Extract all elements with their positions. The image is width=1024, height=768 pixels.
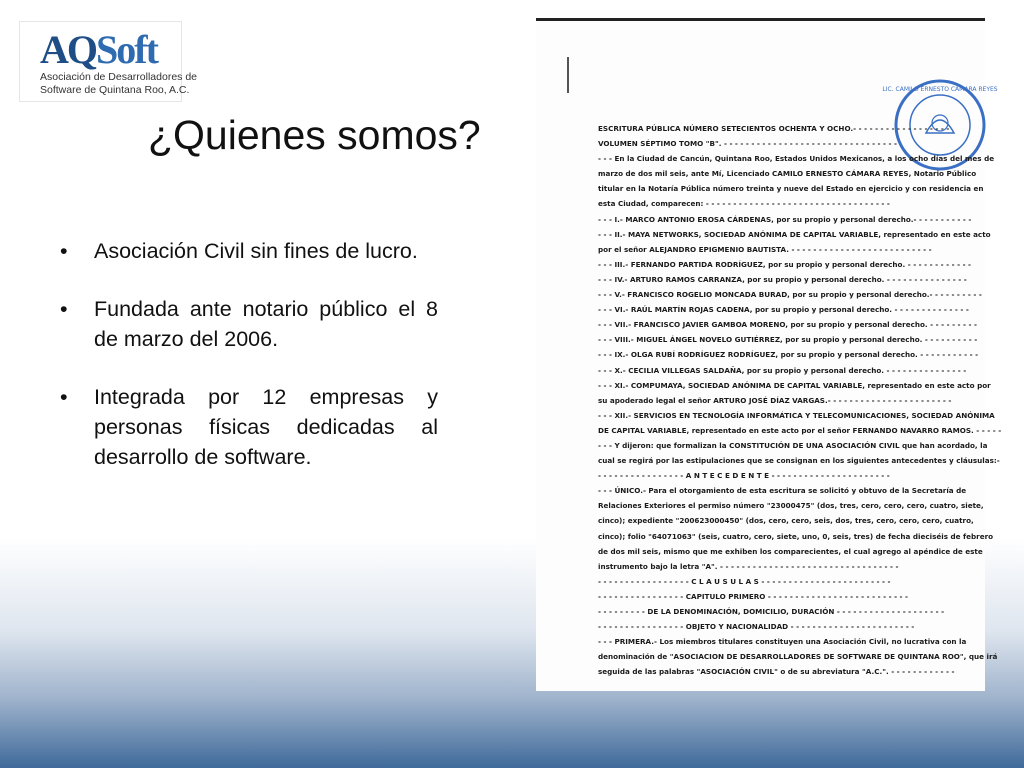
document-line: DE CAPITAL VARIABLE, representado en este acto por el señor FERNANDO NAVARRO RAMOS. - - - - - [598,425,1002,435]
seal-text: LIC. CAMILO ERNESTO CÁMARA REYES [882,86,998,93]
document-line: - - - - - - - - - - - - - - - - A N T E C E D E N T E - - - - - - - - - - - - - - - - - - - - - - [598,471,890,481]
bullet-item: • Fundada ante notario público el 8 de marzo del 2006. [60,294,438,354]
document-line: - - - IX.- OLGA RUBÍ RODRÍGUEZ RODRÍGUEZ, por su propio y personal derecho. - - - - - - - - - - - [598,350,979,360]
document-line: marzo de dos mil seis, ante Mí, Licenciado CAMILO ERNESTO CÁMARA REYES, Notario Público [598,169,977,179]
document-line: - - - II.- MAYA NETWORKS, SOCIEDAD ANÓNIMA DE CAPITAL VARIABLE, representado en este acto [598,229,991,239]
pen-mark [567,57,569,93]
document-line: cinco); expediente "200623000450" (dos, cero, cero, seis, dos, tres, cero, cero, cero, cuatro, [598,516,974,526]
document-line: instrumento bajo la letra "A". - - - - - - - - - - - - - - - - - - - - - - - - - - - - - - - - - [598,561,899,571]
document-line: - - - En la Ciudad de Cancún, Quintana Roo, Estados Unidos Mexicanos, a los ocho días del mes de [598,154,995,164]
document-line: esta Ciudad, comparecen: - - - - - - - - - - - - - - - - - - - - - - - - - - - - - - - - - - [598,199,890,209]
document-line: - - - XI.- COMPUMAYA, SOCIEDAD ANÓNIMA DE CAPITAL VARIABLE, representado en este acto por [598,380,991,390]
bullet-item: • Asociación Civil sin fines de lucro. [60,236,438,266]
document-line: - - - IV.- ARTURO RAMOS CARRANZA, por su propio y personal derecho. - - - - - - - - - - - - - - - [598,274,967,284]
logo-tagline-2: Software de Quintana Roo, A.C. [40,84,190,96]
document-line: - - - VII.- FRANCISCO JAVIER GAMBOA MORENO, por su propio y personal derecho. - - - - - - - - - [598,320,977,330]
document-line: ESCRITURA PÚBLICA NÚMERO SETECIENTOS OCHENTA Y OCHO.- - - - - - - - - - - - - - - - - - [598,124,950,133]
bullet-icon: • [60,239,68,263]
logo-brand: AQSoft [40,27,157,72]
document-line: - - - ÚNICO.- Para el otorgamiento de esta escritura se solicitó y obtuvo de la Secretaría de [598,486,967,496]
bullet-icon: • [60,385,68,409]
document-line: - - - III.- FERNANDO PARTIDA RODRÍGUEZ, por su propio y personal derecho. - - - - - - - - - - - - [598,259,972,269]
document-line: - - - I.- MARCO ANTONIO EROSA CÁRDENAS, por su propio y personal derecho.- - - - - - - - - - - [598,214,972,224]
document-line: cinco); folio "64071063" (seis, cuatro, cero, siete, uno, 0, seis, tres) de fecha dieciséis de febrero [598,531,994,541]
bullet-icon: • [60,297,68,321]
bullet-list [60,236,438,500]
document-line: - - - PRIMERA.- Los miembros titulares constituyen una Asociación Civil, no lucrativa con la [598,637,967,647]
document-line: - - - - - - - - - - - - - - - - CAPITULO PRIMERO - - - - - - - - - - - - - - - - - - - - - - - - - - [598,591,909,601]
document-line: - - - VIII.- MIGUEL ÁNGEL NOVELO GUTIÉRREZ, por su propio y personal derecho. - - - - - - - - - - [598,335,978,345]
document-line: titular en la Notaría Pública número treinta y nueve del Estado en ejercicio y con residencia en [598,184,984,194]
notarial-document-scan [536,18,1002,691]
document-line: - - - - - - - - - DE LA DENOMINACIÓN, DOMICILIO, DURACIÓN - - - - - - - - - - - - - - - - - - - - [598,607,945,616]
company-logo [19,21,198,102]
document-line: - - - - - - - - - - - - - - - - - C L A U S U L A S - - - - - - - - - - - - - - - - - - - - - - - - [598,576,891,586]
document-line: - - - XII.- SERVICIOS EN TECNOLOGÍA INFORMÁTICA Y TELECOMUNICACIONES, SOCIEDAD ANÓNIMA [598,410,995,420]
document-line: Relaciones Exteriores el permiso número "23000475" (dos, tres, cero, cero, cero, cuatro, siete, [598,501,984,511]
document-line: - - - VI.- RAÚL MARTÍN ROJAS CADENA, por su propio y personal derecho. - - - - - - - - - - - - - - [598,305,969,315]
logo-tagline-1: Asociación de Desarrolladores de [40,71,198,83]
document-line: su apoderado legal el señor ARTURO JOSÉ DÍAZ VARGAS.- - - - - - - - - - - - - - - - - - - - - - - [598,395,952,405]
slide-title: ¿Quienes somos? [148,112,481,158]
document-line: - - - - - - - - - - - - - - - - OBJETO Y NACIONALIDAD - - - - - - - - - - - - - - - - - - - - - - - [598,622,915,632]
document-line: denominación de "ASOCIACION DE DESARROLLADORES DE SOFTWARE DE QUINTANA ROO", que irá [598,652,998,662]
document-text [598,121,1002,679]
bullet-item: • Integrada por 12 empresas y personas físicas dedicadas al desarrollo de software. [60,382,438,472]
document-line: - - - Y dijeron: que formalizan la CONSTITUCIÓN DE UNA ASOCIACIÓN CIVIL que han acordado, la [598,440,988,450]
document-line: cual se regirá por las estipulaciones que se consignan en los siguientes antecedentes y cláusulas:- [598,456,1000,466]
document-line: por el señor ALEJANDRO EPIGMENIO BAUTISTA. - - - - - - - - - - - - - - - - - - - - - - - - - - [598,244,932,254]
document-line: - - - X.- CECILIA VILLEGAS SALDAÑA, por su propio y personal derecho. - - - - - - - - - - - - - - - [598,365,967,375]
document-line: - - - V.- FRANCISCO ROGELIO MONCADA BURAD, por su propio y personal derecho.- - - - - - - - - - [598,290,982,300]
document-line: seguida de las palabras "ASOCIACIÓN CIVIL" o de su abreviatura "A.C.". - - - - - - - - - - - - [598,667,955,677]
document-line: de dos mil seis, mismo que me exhiben los comparecientes, el cual agrego al apéndice de este [598,546,983,556]
document-line: VOLUMEN SÉPTIMO TOMO "B". - - - - - - - - - - - - - - - - - - - - - - - - - - - - - - - - [598,139,897,149]
